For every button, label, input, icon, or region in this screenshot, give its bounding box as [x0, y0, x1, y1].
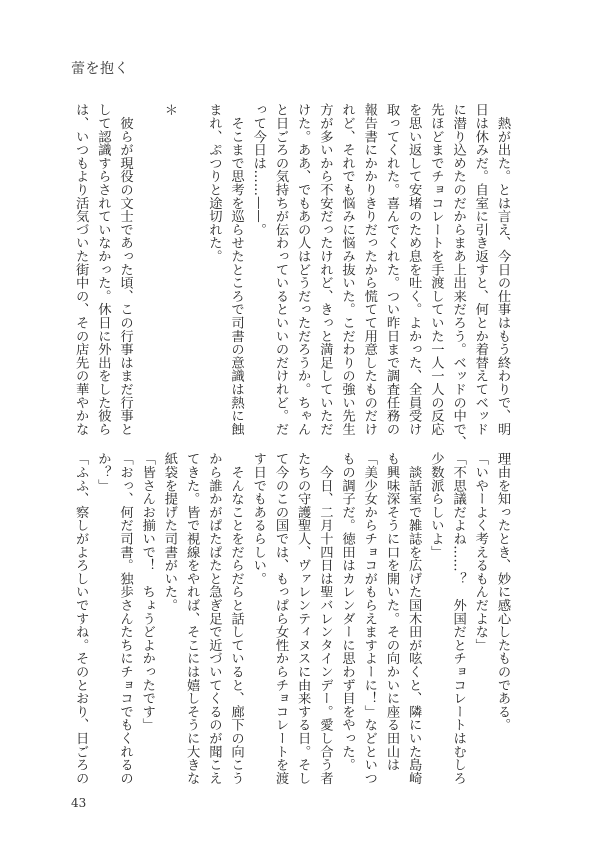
running-header-title: 蕾を抱く [71, 61, 129, 77]
text-column: 紙袋を提げた司書がいた。 [161, 452, 177, 612]
text-column: 「不思議だよね……？ 外国だとチョコレートはむしろ [450, 452, 466, 785]
lower-text-block [69, 452, 513, 785]
text-column: から誰かがぱたぱたと急ぎ足で近づいてくるのが聞こえ [206, 452, 222, 785]
text-column: 報告書にかかりきりだったから慌てて用意したものだけ [361, 103, 377, 436]
text-column: 彼らが現役の文士であった頃、この行事はまだ行事と [117, 103, 133, 436]
text-column: 「皆さんお揃いで！ ちょうどよかったです」 [139, 452, 155, 732]
text-column: 熱が出た。とは言え、今日の仕事はもう終わりで、明 [495, 103, 510, 436]
text-column: れど、それでも悩みに悩み抜いた。こだわりの強い先生 [339, 103, 355, 436]
scene-break-asterisk: ＊ [161, 103, 177, 117]
text-column: も興味深そうに口を開いた。その向かいに座る田山は [383, 452, 399, 772]
text-column: 今日、二月十四日は聖バレンタインデー。愛し合う者 [317, 452, 333, 785]
upper-text-block [69, 103, 513, 449]
page-number: 43 [71, 796, 87, 810]
text-column: てきた。皆で視線をやれば、そこには嬉しそうに大きな [184, 452, 200, 785]
text-column: けた。ああ、でもあの人はどうだっただろうか。ちゃん [295, 103, 311, 436]
text-column: 「ふふ、察しがよろしいですね。そのとおり、日ごろの [73, 452, 89, 785]
text-column: 「おっ、何だ司書。独歩さんたちにチョコでもくれるの [117, 452, 133, 785]
text-column: 談話室で雑誌を広げた国木田が呟くと、隣にいた島崎 [406, 452, 422, 785]
text-column: そんなことをだらだらと話していると、廊下の向こう [228, 452, 244, 785]
text-column: は、いつもより活気づいた街中の、その店先の華やかな [73, 103, 89, 436]
text-column: 先ほどまでチョコレートを手渡していた一人一人の反応 [428, 103, 444, 436]
text-column: たちの守護聖人、ヴァレンティヌスに由来する日。そし [295, 452, 311, 785]
text-column: す日でもあるらしい。 [250, 452, 266, 585]
text-column: 取ってくれた。喜んでくれた。つい昨日まで調査任務の [383, 103, 399, 436]
text-column: 少数派らしいよ」 [428, 452, 444, 559]
text-column: と日ごろの気持ちが伝わっているといいのだけれど。だ [272, 103, 288, 436]
text-column: そこまで思考を巡らせたところで司書の意識は熱に蝕 [228, 103, 244, 436]
text-column: 方が多いから不安だったけれど、きっと満足していただ [317, 103, 333, 436]
text-column: まれ、ぷつりと途切れた。 [206, 103, 222, 263]
text-column: て今のこの国では、もっぱら女性からチョコレートを渡 [272, 452, 288, 785]
text-column: に潜り込めたのだからまあ上出来だろう。ベッドの中で、 [450, 103, 466, 449]
text-column: か？」 [95, 452, 111, 492]
text-column: 日は休みだ。自室に引き返すと、何とか着替えてベッド [472, 103, 488, 436]
text-column: 「美少女からチョコがもらえますよーに！」などといつ [361, 452, 377, 785]
text-column: して認識すらされていなかった。休日に外出をした彼ら [95, 103, 111, 436]
text-column: を思い返して安堵のため息を吐く。よかった、全員受け [406, 103, 422, 436]
text-column: もの調子だ。徳田はカレンダーに思わず目をやった。 [339, 452, 355, 772]
text-column: って今日は……——。 [250, 103, 266, 236]
text-column: 理由を知ったとき、妙に感心したものである。 [495, 452, 510, 732]
text-column: 「いやーよく考えるもんだよな」 [472, 452, 488, 652]
